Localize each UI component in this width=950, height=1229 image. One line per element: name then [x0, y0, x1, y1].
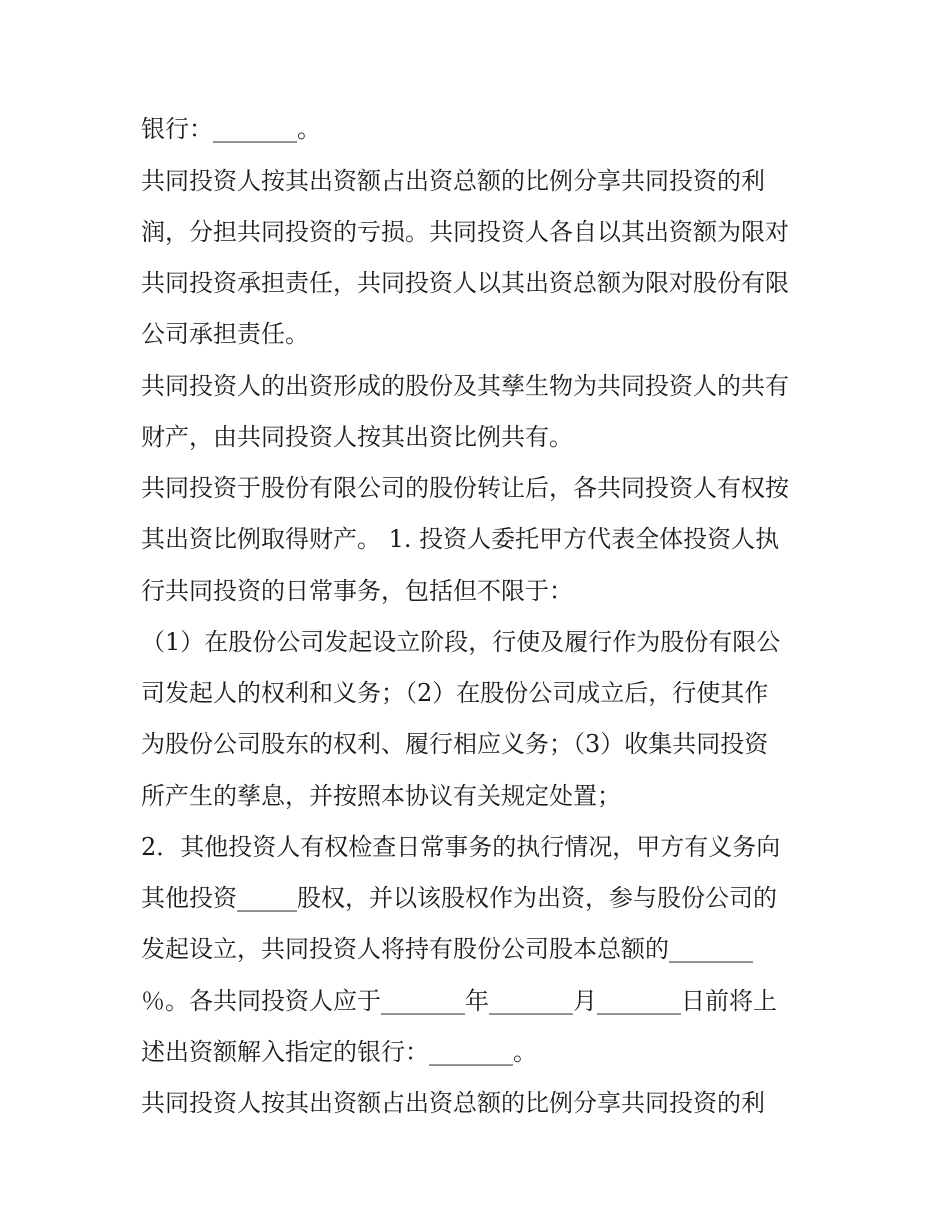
text-line: 共同投资人按其出资额占出资总额的比例分享共同投资的利: [141, 1089, 765, 1117]
text-line: 共同投资人按其出资额占出资总额的比例分享共同投资的利: [141, 167, 765, 195]
text-line: 润，分担共同投资的亏损。共同投资人各自以其出资额为限对: [141, 218, 789, 246]
text-line: 行共同投资的日常事务，包括但不限于：: [141, 577, 573, 605]
text-line: 财产，由共同投资人按其出资比例共有。: [141, 423, 573, 451]
text-line: 述出资额解入指定的银行：_______。: [141, 1038, 537, 1066]
text-line: 为股份公司股东的权利、履行相应义务；（3）收集共同投资: [141, 730, 769, 758]
text-line: 银行：_______。: [141, 115, 321, 143]
text-line: （1）在股份公司发起设立阶段，行使及履行作为股份有限公: [141, 628, 781, 656]
text-line: 共同投资于股份有限公司的股份转让后，各共同投资人有权按: [141, 474, 789, 502]
text-line: 公司承担责任。: [141, 320, 309, 348]
text-line: 所产生的孳息，并按照本协议有关规定处置；: [141, 782, 621, 810]
text-line: 2．其他投资人有权检查日常事务的执行情况，甲方有义务向: [141, 833, 781, 861]
text-line: 发起设立，共同投资人将持有股份公司股本总额的_______: [141, 935, 753, 963]
text-line: 其他投资_____股权，并以该股权作为出资，参与股份公司的: [141, 884, 777, 912]
text-line: ％。各共同投资人应于_______年_______月_______日前将上: [141, 987, 777, 1015]
text-line: 共同投资承担责任，共同投资人以其出资总额为限对股份有限: [141, 269, 789, 297]
text-line: 其出资比例取得财产。 1. 投资人委托甲方代表全体投资人执: [141, 525, 780, 553]
text-line: 共同投资人的出资形成的股份及其孳生物为共同投资人的共有: [141, 372, 789, 400]
text-line: 司发起人的权利和义务；（2）在股份公司成立后，行使其作: [141, 679, 769, 707]
